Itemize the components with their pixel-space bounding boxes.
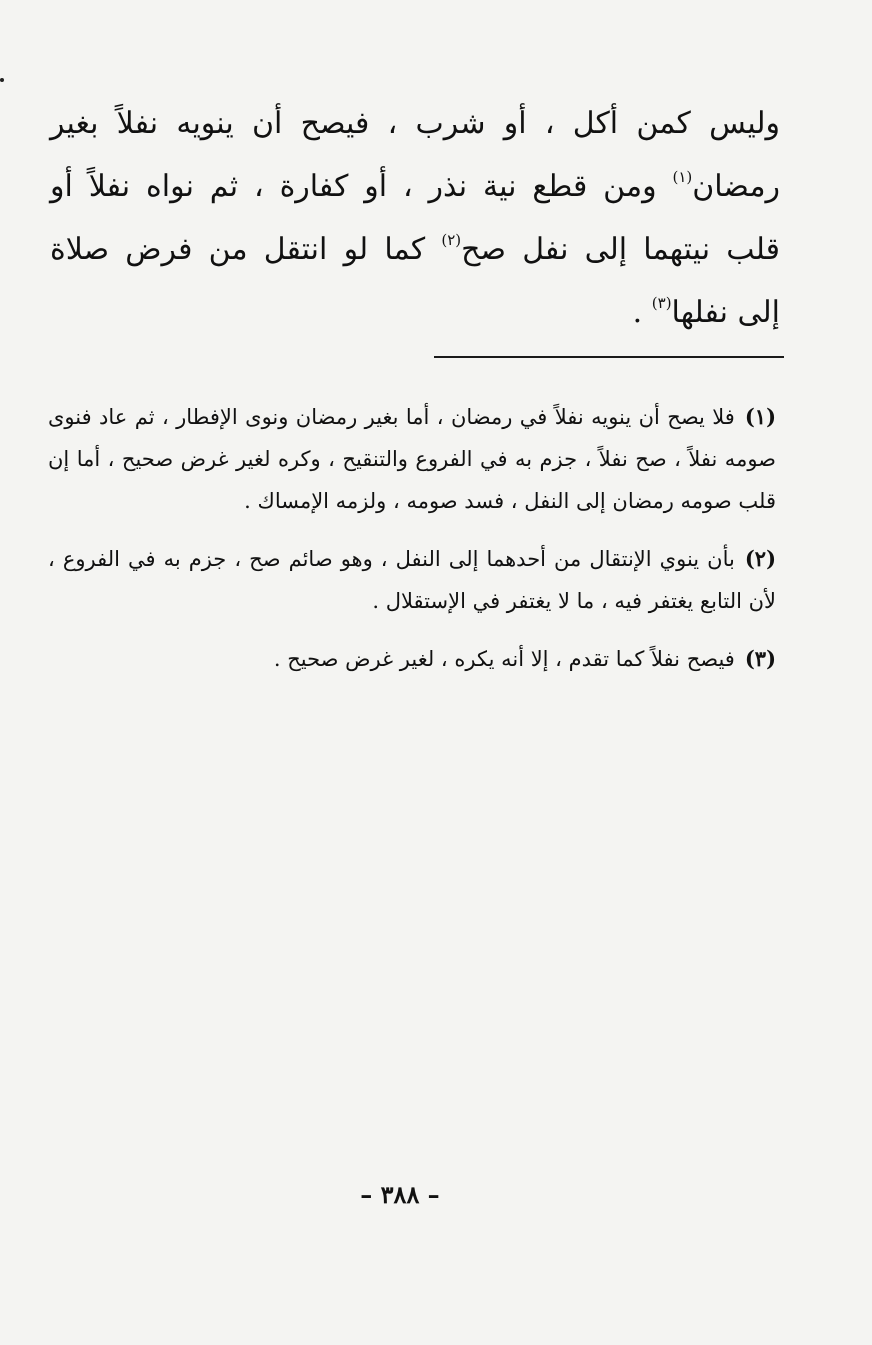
footnote-marker-1: (١): [672, 168, 693, 186]
main-line-3: [50, 218, 780, 281]
footnote-text: فيصح نفلاً كما تقدم ، إلا أنه يكره ، لغير غرض صحيح .: [273, 647, 735, 671]
main-line-4: [50, 281, 780, 344]
footnote-number: (١): [744, 404, 776, 429]
footnote-text: بأن ينوي الإنتقال من أحدهما إلى النفل ، وهو صائم صح ، جزم به في الفروع ، لأن التابع يغتفر فيه ، ما لا يغتفر في الإستقلال .: [48, 547, 776, 613]
footnote-number: (٢): [744, 546, 776, 571]
footnote-text: فلا يصح أن ينويه نفلاً في رمضان ، أما بغير رمضان ونوى الإفطار ، ثم عاد فنوى صومه نفلاً ، صح نفلاً ، جزم به في الفروع والتنقيح ، وكره لغير غرض صحيح ، أما إن قلب صومه رمضان إلى النفل ، فسد صومه ، ولزمه الإمساك .: [48, 405, 776, 513]
main-text-block: [50, 92, 780, 344]
footnote-marker-3: (٣): [651, 294, 672, 312]
footnote-3: [48, 638, 776, 680]
footnote-separator: [434, 356, 784, 358]
main-text-segment: .: [632, 295, 643, 330]
footnote-marker-2: (٢): [441, 231, 462, 249]
footnotes-section: [48, 396, 776, 696]
footnote-2: [48, 538, 776, 622]
footnote-1: [48, 396, 776, 522]
main-text-segment: قلب نيتهما إلى نفل صح: [461, 232, 780, 267]
main-text-segment: كما لو انتقل من فرض صلاة: [50, 232, 426, 267]
main-line-1: وليس كمن أكل ، أو شرب ، فيصح أن ينويه نفلاً بغير: [50, 106, 780, 141]
footnote-number: (٣): [744, 646, 776, 671]
main-text-segment: ومن قطع نية نذر ، أو كفارة ، ثم نواه نفلاً أو: [50, 169, 657, 204]
scan-mark: [0, 78, 4, 82]
page-number: – ٣٨٨ –: [360, 1180, 440, 1209]
main-line-2: [50, 155, 780, 218]
main-text-segment: إلى نفلها: [671, 295, 780, 330]
main-text-segment: رمضان: [692, 169, 780, 204]
